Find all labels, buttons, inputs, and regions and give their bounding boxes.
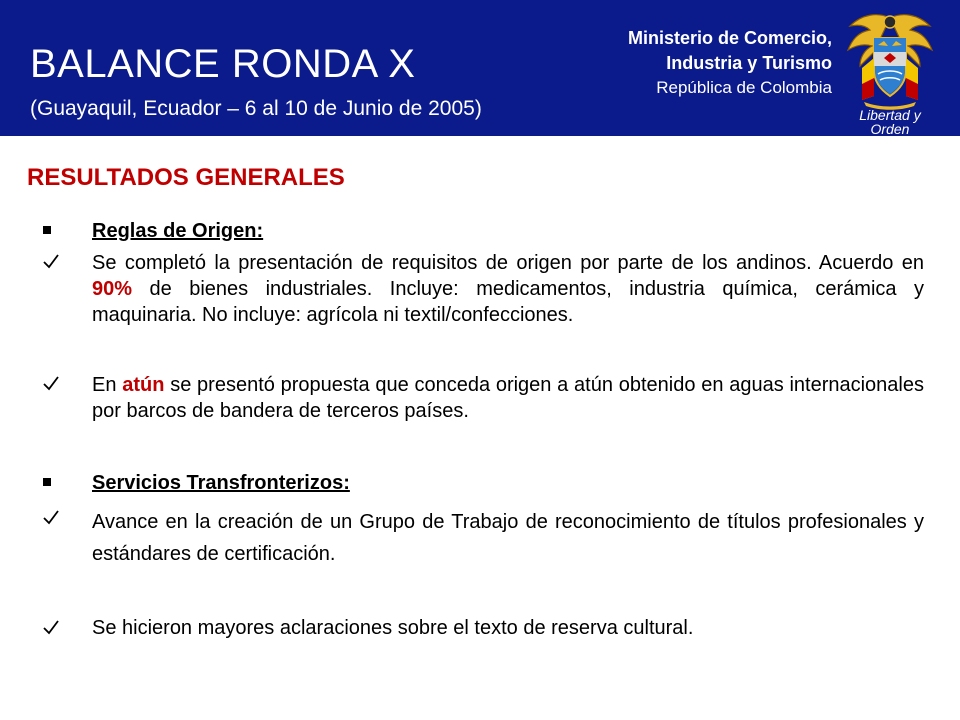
list-item (40, 250, 924, 330)
slide-subtitle: (Guayaquil, Ecuador – 6 al 10 de Junio de 2005) (30, 97, 482, 120)
reglas-item-1-text-a: Se completó la presentación de requisitos de origen por parte de los andinos. Acuerdo en (92, 252, 924, 274)
reglas-item-1-text-b: de bienes industriales. Incluye: medicamentos, industria química, cerámica y maquinaria. No incluye: agrícola ni textil/confecciones. (92, 278, 924, 326)
reglas-item-2-text-b: se presentó propuesta que conceda origen a atún obtenido en aguas internacionales por barcos de bandera de terceros países. (92, 374, 924, 422)
reglas-item-2-highlight: atún (122, 374, 165, 396)
list-item (40, 616, 924, 642)
motto-text: Libertad y Orden (859, 107, 921, 137)
ministry-block (628, 26, 832, 100)
list-item (40, 372, 924, 426)
servicios-heading: Servicios Transfronterizos: (92, 472, 350, 494)
check-icon (42, 618, 60, 636)
header-banner (0, 0, 960, 136)
slide-title: BALANCE RONDA X (30, 42, 416, 86)
list-item (40, 471, 924, 497)
section-title: RESULTADOS GENERALES (27, 164, 345, 191)
square-bullet-icon (43, 226, 51, 234)
reglas-heading: Reglas de Origen: (92, 220, 264, 242)
list-item (40, 506, 924, 572)
square-bullet-icon (43, 478, 51, 486)
list-item (40, 219, 924, 245)
reglas-item-1-highlight: 90% (92, 278, 133, 300)
check-icon (42, 508, 60, 526)
ministry-line-1: Ministerio de Comercio, (627, 28, 832, 48)
check-icon (42, 252, 60, 270)
ministry-line-2: Industria y Turismo (666, 53, 832, 73)
servicios-item-1: Avance en la creación de un Grupo de Trabajo de reconocimiento de títulos profesionales y estándares de certificación. (92, 511, 924, 565)
check-icon (42, 374, 60, 392)
servicios-item-2: Se hicieron mayores aclaraciones sobre el texto de reserva cultural. (92, 617, 694, 639)
ministry-line-3: República de Colombia (656, 78, 832, 97)
reglas-item-1 (92, 250, 924, 328)
reglas-item-2 (92, 372, 924, 424)
reglas-item-2-text-a: En (92, 374, 123, 396)
